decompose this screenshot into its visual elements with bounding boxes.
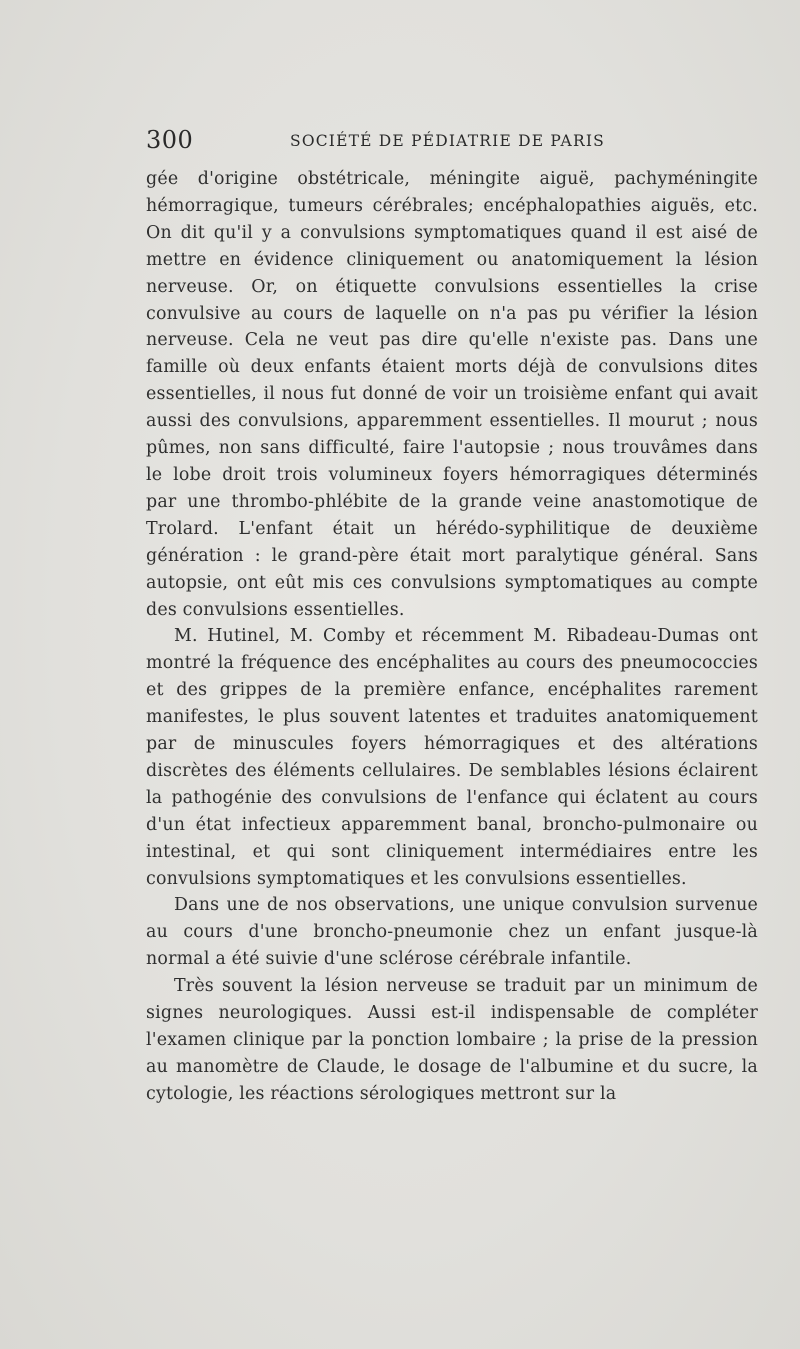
paragraph-3: Dans une de nos observations, une unique convulsion survenue au cours d'une broncho-pneumonie chez un enfant jusque-là normal a été suivie d'une sclérose cérébrale infantile. xyxy=(146,895,758,970)
body-text xyxy=(146,166,758,1108)
paragraph-1: gée d'origine obstétricale, méningite aiguë, pachyméningite hémorragique, tumeurs cérébrales; encéphalopathies aiguës, etc. On dit qu'il y a convulsions symptomatiques quand il est aisé de mettre en évidence cliniquement ou anatomiquement la lésion nerveuse. Or, on étiquette convulsions essentielles la crise convulsive au cours de laquelle on n'a pas pu vérifier la lésion nerveuse. Cela ne veut pas dire qu'elle n'existe pas. Dans une famille où deux enfants étaient morts déjà de convulsions dites essentielles, il nous fut donné de voir un troisième enfant qui avait aussi des convulsions, apparemment essentielles. Il mourut ; nous pûmes, non sans difficulté, faire l'autopsie ; nous trouvâmes dans le lobe droit trois volumineux foyers hémorragiques déterminés par une thrombo-phlébite de la grande veine anastomotique de Trolard. L'enfant était un hérédo-syphilitique de deuxième génération : le grand-père était mort paralytique général. Sans autopsie, ont eût mis ces convulsions symptomatiques au compte des convulsions essentielles. xyxy=(146,169,758,620)
page-header xyxy=(146,126,756,158)
running-title: SOCIÉTÉ DE PÉDIATRIE DE PARIS xyxy=(290,132,605,150)
paragraph-4: Très souvent la lésion nerveuse se traduit par un minimum de signes neurologiques. Aussi est-il indispensable de compléter l'examen clinique par la ponction lombaire ; la prise de la pression au manomètre de Claude, le dosage de l'albumine et du sucre, la cytologie, les réactions sérologiques mettront sur la xyxy=(146,976,758,1104)
page-number: 300 xyxy=(146,126,194,154)
paragraph-2: M. Hutinel, M. Comby et récemment M. Ribadeau-Dumas ont montré la fréquence des encéphalites au cours des pneumococcies et des grippes de la première enfance, encéphalites rarement manifestes, le plus souvent latentes et traduites anatomiquement par de minuscules foyers hémorragiques et des altérations discrètes des éléments cellulaires. De semblables lésions éclairent la pathogénie des convulsions de l'enfance qui éclatent au cours d'un état infectieux apparemment banal, broncho-pulmonaire ou intestinal, et qui sont cliniquement intermédiaires entre les convulsions symptomatiques et les convulsions essentielles. xyxy=(146,626,758,889)
